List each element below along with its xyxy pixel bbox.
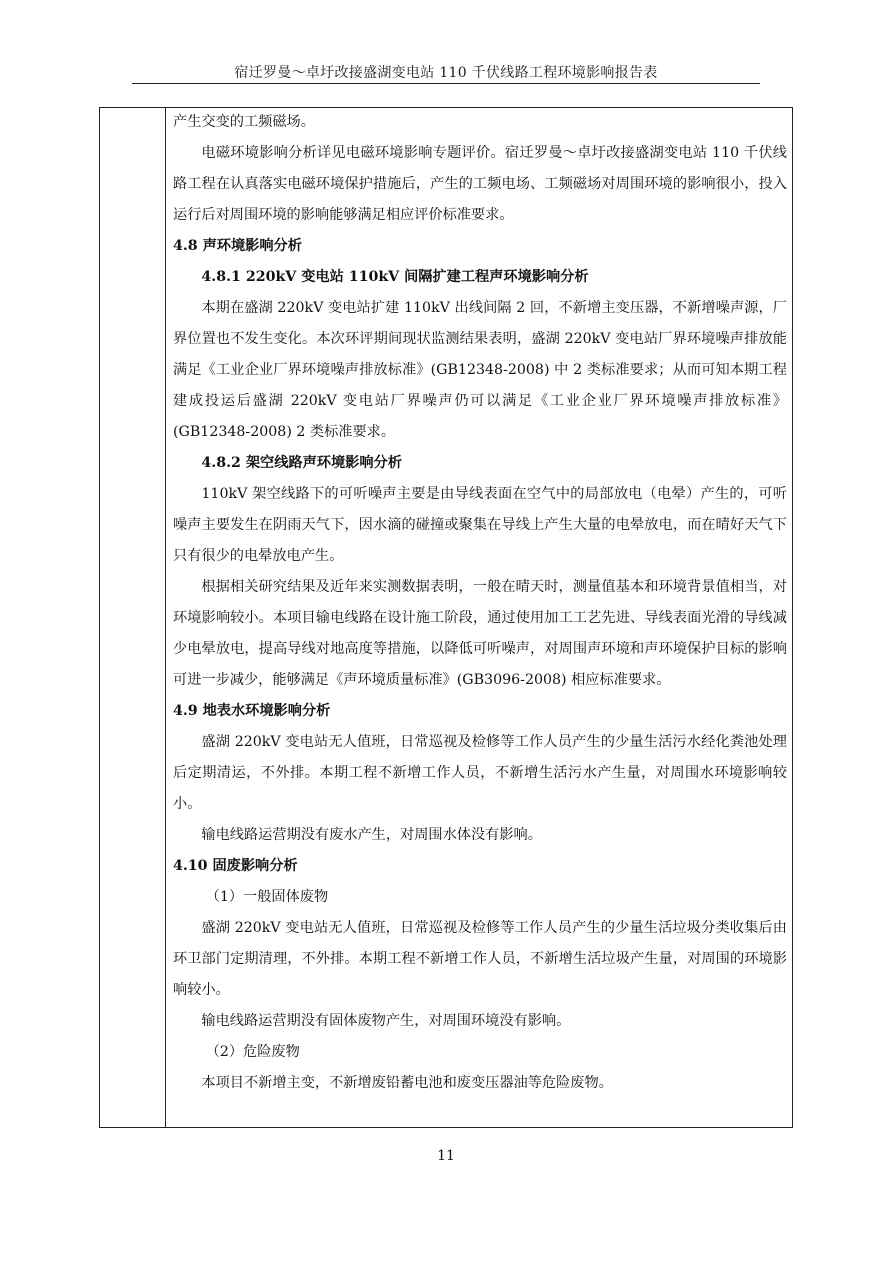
list-item-heading: （2）危险废物 [205,1044,300,1060]
paragraph-continuation: 产生交变的工频磁场。 [173,114,315,130]
list-item-heading: （1）一般固体废物 [205,889,329,905]
table-left-column-divider [165,107,166,1128]
page-number: 11 [437,1148,455,1164]
section-heading: 4.9 地表水环境影响分析 [173,703,331,719]
table-content-cell [173,107,787,1099]
paragraph: 输电线路运营期没有废水产生，对周围水体没有影响。 [201,827,542,843]
section-heading: 4.10 固废影响分析 [173,858,298,874]
paragraph: 盛湖 220kV 变电站无人值班，日常巡视及检修等工作人员产生的少量生活污水经化粪池处理后定期清运，不外排。本期工程不新增工作人员，不新增生活污水产生量，对周围水环境影响较小。 [173,734,787,812]
paragraph: 本期在盛湖 220kV 变电站扩建 110kV 出线间隔 2 回，不新增主变压器，不新增噪声源，厂界位置也不发生变化。本次环评期间现状监测结果表明，盛湖 220kV 变电站厂界环境噪声排放能满足《工业企业厂界环境噪声排放标准》(GB12348-2008) 中 2 类标准要求；从而可知本期工程建成投运后盛湖 220kV 变电站厂界噪声仍可以满足《工业企业厂界环境噪声排放标准》(GB12348-2008) 2 类标准要求。 [173,300,787,440]
paragraph: 根据相关研究结果及近年来实测数据表明，一般在晴天时，测量值基本和环境背景值相当，对环境影响较小。本项目输电线路在设计施工阶段，通过使用加工工艺先进、导线表面光滑的导线减少电晕放电，提高导线对地高度等措施，以降低可听噪声，对周围声环境和声环境保护目标的影响可进一步减少，能够满足《声环境质量标准》(GB3096-2008) 相应标准要求。 [173,579,787,688]
paragraph: 110kV 架空线路下的可听噪声主要是由导线表面在空气中的局部放电（电晕）产生的，可听噪声主要发生在阴雨天气下，因水滴的碰撞或聚集在导线上产生大量的电晕放电，而在晴好天气下只有很少的电晕放电产生。 [173,486,787,564]
paragraph: 电磁环境影响分析详见电磁环境影响专题评价。宿迁罗曼～卓圩改接盛湖变电站 110 千伏线路工程在认真落实电磁环境保护措施后，产生的工频电场、工频磁场对周围环境的影响很小，投入运行后对周围环境的影响能够满足相应评价标准要求。 [173,145,787,223]
paragraph: 盛湖 220kV 变电站无人值班，日常巡视及检修等工作人员产生的少量生活垃圾分类收集后由环卫部门定期清理，不外排。本期工程不新增工作人员，不新增生活垃圾产生量，对周围的环境影响较小。 [173,920,787,998]
subsection-heading: 4.8.1 220kV 变电站 110kV 间隔扩建工程声环境影响分析 [201,269,589,285]
header-rule [132,83,760,84]
paragraph: 输电线路运营期没有固体废物产生，对周围环境没有影响。 [201,1013,571,1029]
subsection-heading: 4.8.2 架空线路声环境影响分析 [201,455,402,471]
paragraph: 本项目不新增主变，不新增废铅蓄电池和废变压器油等危险废物。 [201,1075,613,1091]
document-header: 宿迁罗曼～卓圩改接盛湖变电站 110 千伏线路工程环境影响报告表 [234,65,658,81]
section-heading: 4.8 声环境影响分析 [173,238,302,254]
